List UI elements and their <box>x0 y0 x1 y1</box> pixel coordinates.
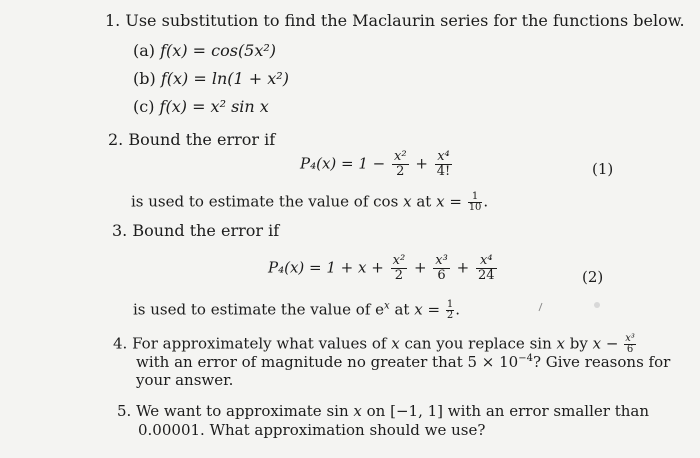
equation-1-tag: (1) <box>592 160 614 178</box>
problem-2 <box>108 131 275 149</box>
eq2-lhs: P₄(x) = 1 + x + <box>268 258 384 277</box>
eq2-usage-text: is used to estimate the value of e <box>133 300 385 319</box>
sub-item-b-expr: f(x) = ln(1 + x²) <box>160 69 289 88</box>
sub-item-c-expr: f(x) = x² sin x <box>159 97 269 116</box>
eq1-frac-x2: $\frac{\text{x²}}{2}$ <box>394 149 407 179</box>
problem-2-number: 2. <box>108 130 124 149</box>
eq1-lhs: P₄(x) = 1 − <box>300 154 386 173</box>
eq2-value-frac: $\frac{1}{2}$ <box>446 299 454 321</box>
problem-4-number: 4. <box>113 334 128 353</box>
problem-4-line-3: your answer. <box>136 371 234 389</box>
sub-item-c <box>133 98 269 116</box>
sub-item-b <box>133 70 289 88</box>
eq1-value-frac: $\frac{1}{10}$ <box>468 191 482 213</box>
equation-2-tag: (2) <box>582 268 604 286</box>
problem-3 <box>112 222 279 240</box>
problem-1-number: 1. <box>105 11 121 30</box>
problem-3-text: Bound the error if <box>132 221 280 240</box>
eq1-plus: + <box>415 154 428 173</box>
problem-3-number: 3. <box>112 221 128 240</box>
eq1-usage: is used to estimate the value of cos x at x = $\frac{1}{10}$ . <box>131 191 489 213</box>
p4-frac-x3: $\frac{\text{x³}}{6}$ <box>625 333 635 355</box>
equation-2: P₄(x) = 1 + x + $\frac{\text{x²}}{2}$ + $\frac{\text{x³}}{6}$ + $\frac{\text{x⁴}}{24}$ <box>268 253 495 283</box>
eq1-frac-x4: $\frac{\text{x⁴}}{4!}$ <box>436 149 451 179</box>
eq1-usage-text: is used to estimate the value of cos <box>131 192 399 211</box>
problem-5-number: 5. <box>117 402 132 420</box>
problem-5-line-1: 5. We want to approximate sin x on [−1, 1] with an error smaller than <box>117 402 649 420</box>
eq2-frac-x4: $\frac{\text{x⁴}}{24}$ <box>477 253 495 283</box>
eq2-usage: is used to estimate the value of $e^x$ at x = $\frac{1}{2}$ . <box>133 299 460 321</box>
eq2-frac-x2: $\frac{\text{x²}}{2}$ <box>392 253 406 283</box>
problem-4-line-2: with an error of magnitude no greater that $5 \times 10^{-4}$? Give reasons for <box>136 353 671 371</box>
problem-4-line-1: 4. For approximately what values of x can you replace sin x by x − $\frac{\text{x³}}{6}$ <box>113 333 635 355</box>
eq2-frac-x3: $\frac{\text{x³}}{6}$ <box>435 253 448 283</box>
stray-dot <box>592 300 602 310</box>
problem-1 <box>105 12 685 30</box>
sub-item-a <box>133 42 276 60</box>
problem-2-text: Bound the error if <box>128 130 276 149</box>
sub-item-b-label: (b) <box>133 69 156 88</box>
sub-item-c-label: (c) <box>133 97 155 116</box>
problem-5-line-2: 0.00001. What approximation should we use? <box>138 421 486 439</box>
problem-1-text: Use substitution to find the Maclaurin series for the functions below. <box>125 11 685 30</box>
equation-1 <box>300 150 454 179</box>
sub-item-a-label: (a) <box>133 41 156 60</box>
stray-mark <box>538 302 544 312</box>
sub-item-a-expr: f(x) = cos(5x²) <box>160 41 277 60</box>
